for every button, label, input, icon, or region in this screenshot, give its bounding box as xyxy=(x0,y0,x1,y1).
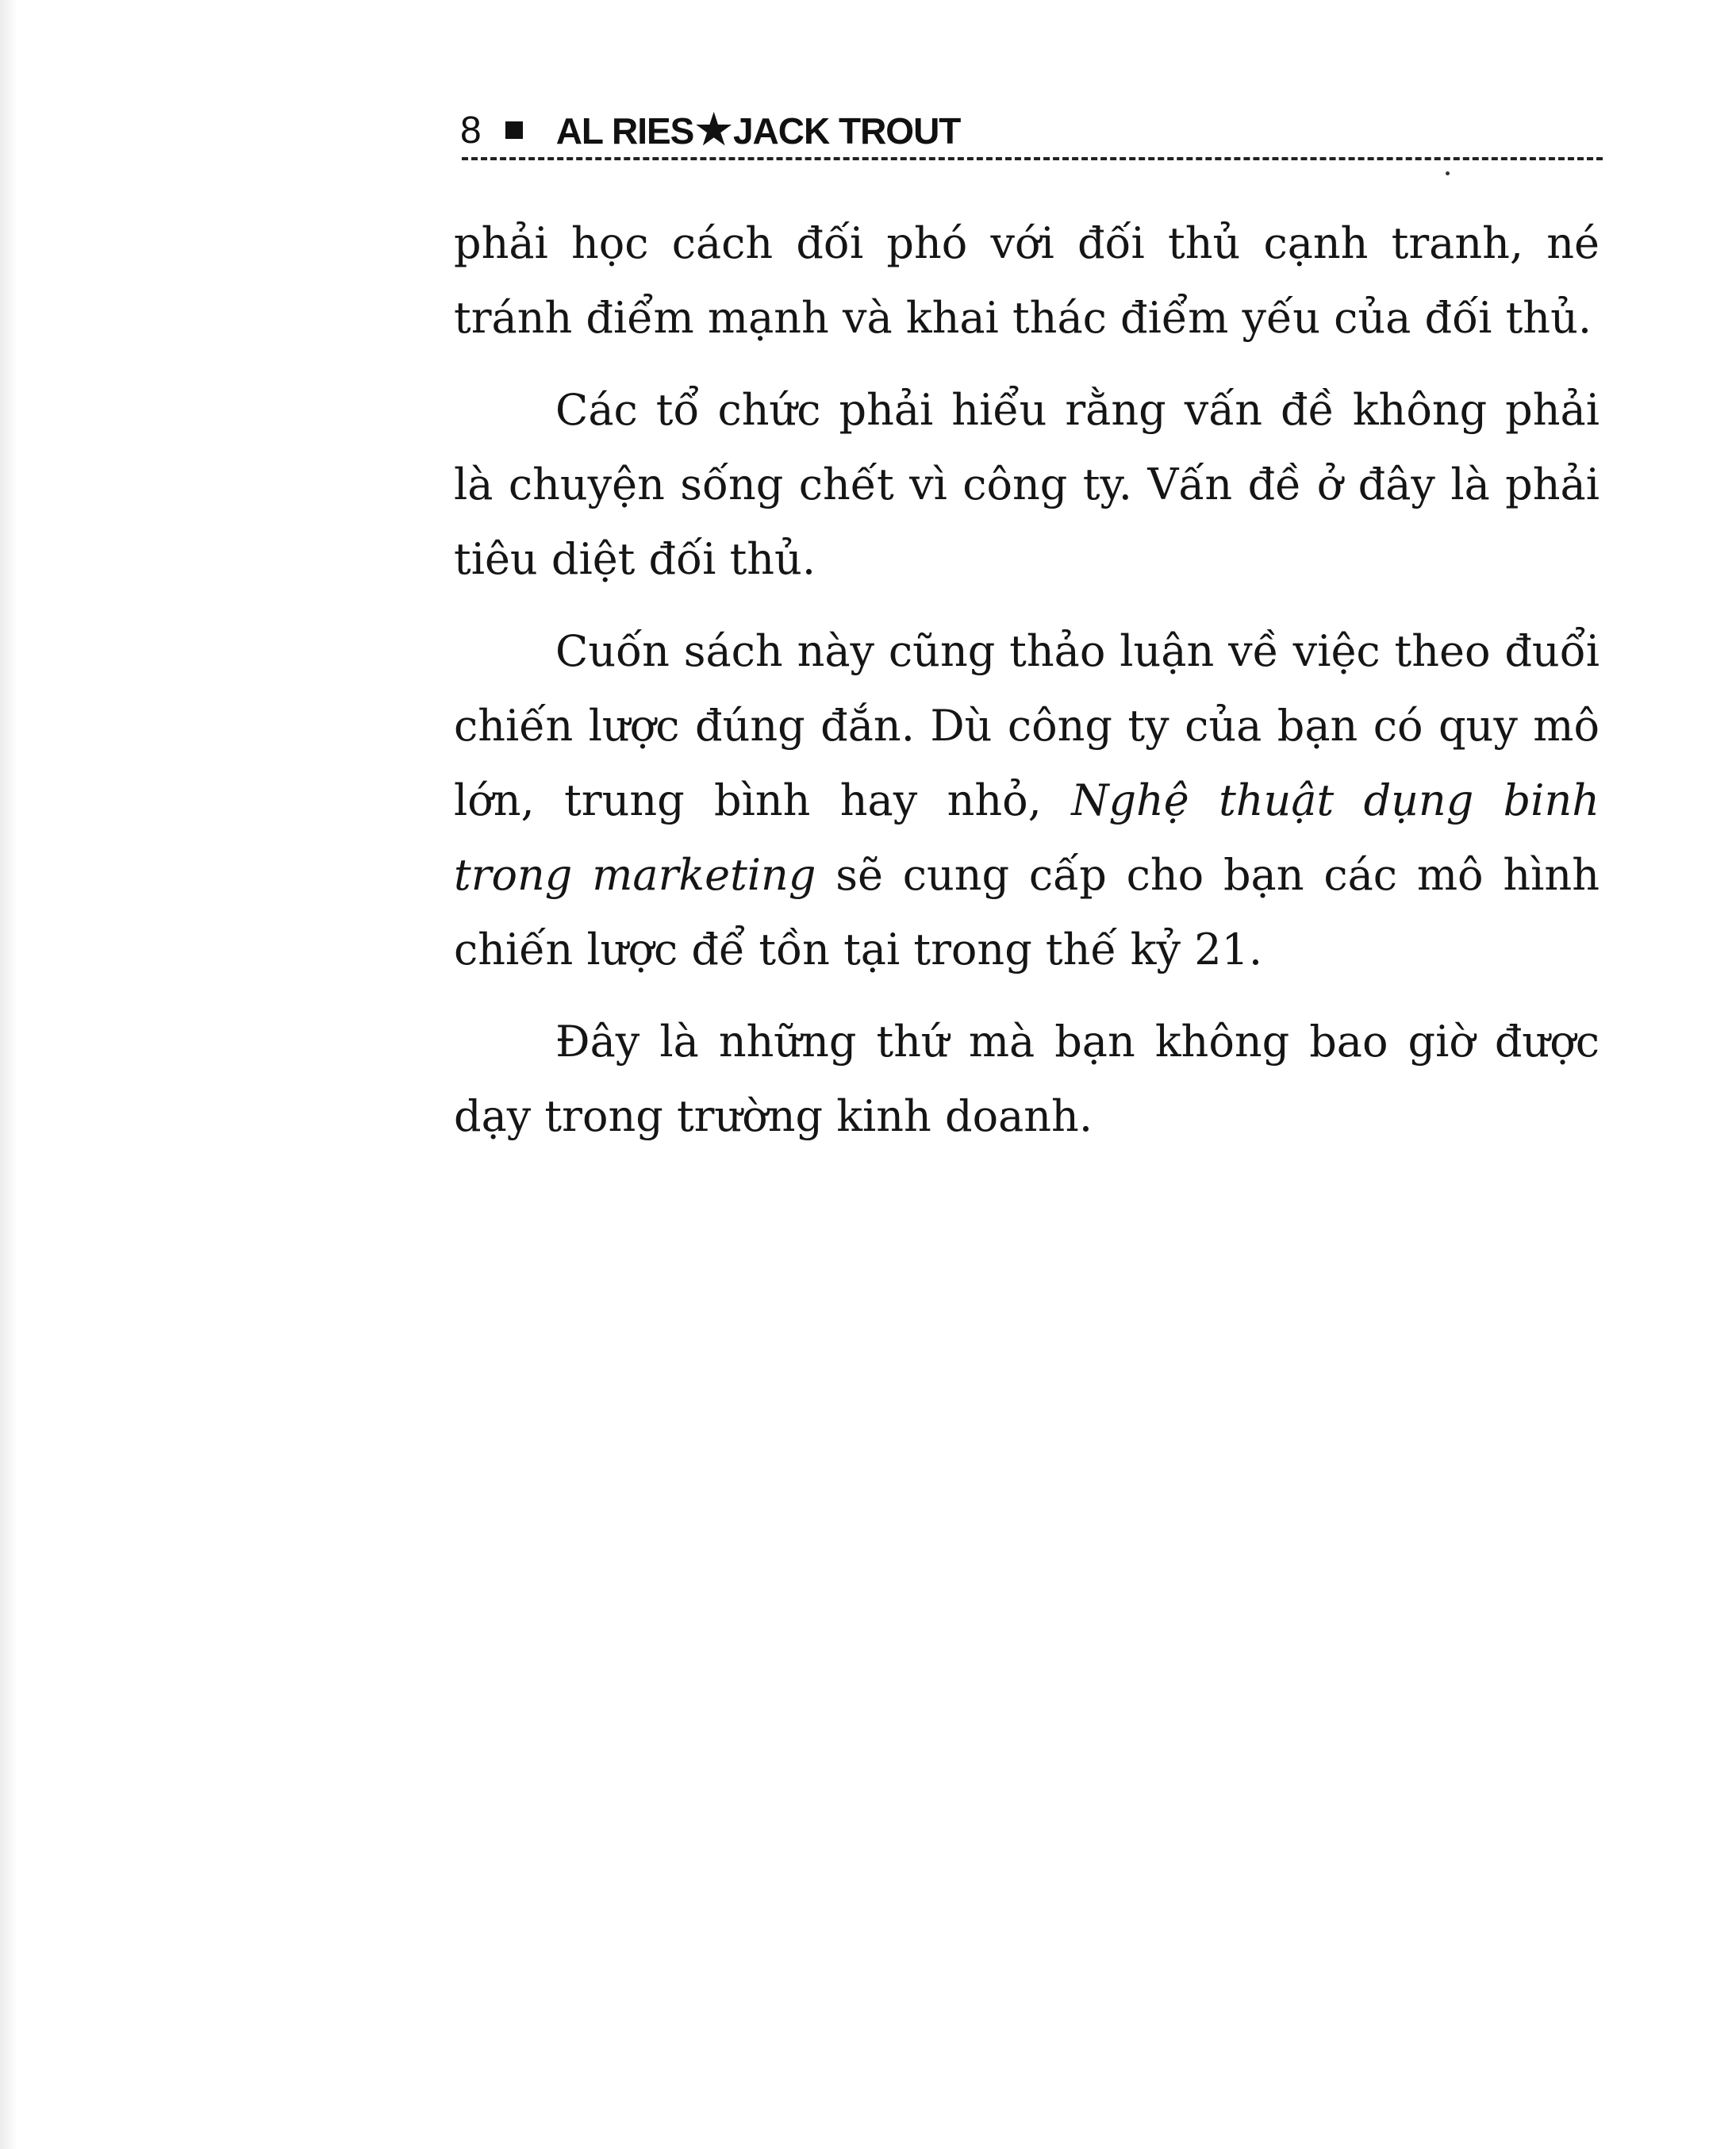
paragraph-1: phải học cách đối phó với đối thủ cạnh tranh, né tránh điểm mạnh và khai thác điểm yếu của đối thủ. xyxy=(454,218,1600,343)
page-number: 8 xyxy=(460,109,482,152)
square-bullet-icon xyxy=(505,121,523,139)
paragraph-4: Đây là những thứ mà bạn không bao giờ được dạy trong trường kinh doanh. xyxy=(454,1017,1600,1141)
paragraph-3-lead: Cuốn sách này cũng thảo luận về việc theo đuổi chiến lược đúng đắn. Dù công ty của bạn có quy mô lớn, trung bình hay nhỏ, xyxy=(454,626,1600,825)
paragraph-3-tail: sẽ cung cấp cho bạn các mô hình chiến lược để tồn tại trong thế kỷ 21. xyxy=(454,850,1600,975)
paragraph-3 xyxy=(454,614,1600,987)
header-dashed-rule xyxy=(462,157,1603,160)
running-header xyxy=(460,102,1603,159)
author-al-ries: AL RIES xyxy=(555,110,694,152)
star-icon: ★ xyxy=(695,107,732,153)
body-text xyxy=(454,206,1600,1171)
paragraph-2: Các tổ chức phải hiểu rằng vấn đề không phải là chuyện sống chết vì công ty. Vấn đề ở đây là phải tiêu diệt đối thủ. xyxy=(454,385,1600,584)
rule-dot xyxy=(1446,171,1450,175)
book-title-italic: Nghệ thuật dụng binh trong marketing xyxy=(454,775,1600,900)
header-authors xyxy=(556,106,961,154)
author-jack-trout: JACK TROUT xyxy=(732,110,961,152)
page-edge-shadow xyxy=(0,0,17,2149)
